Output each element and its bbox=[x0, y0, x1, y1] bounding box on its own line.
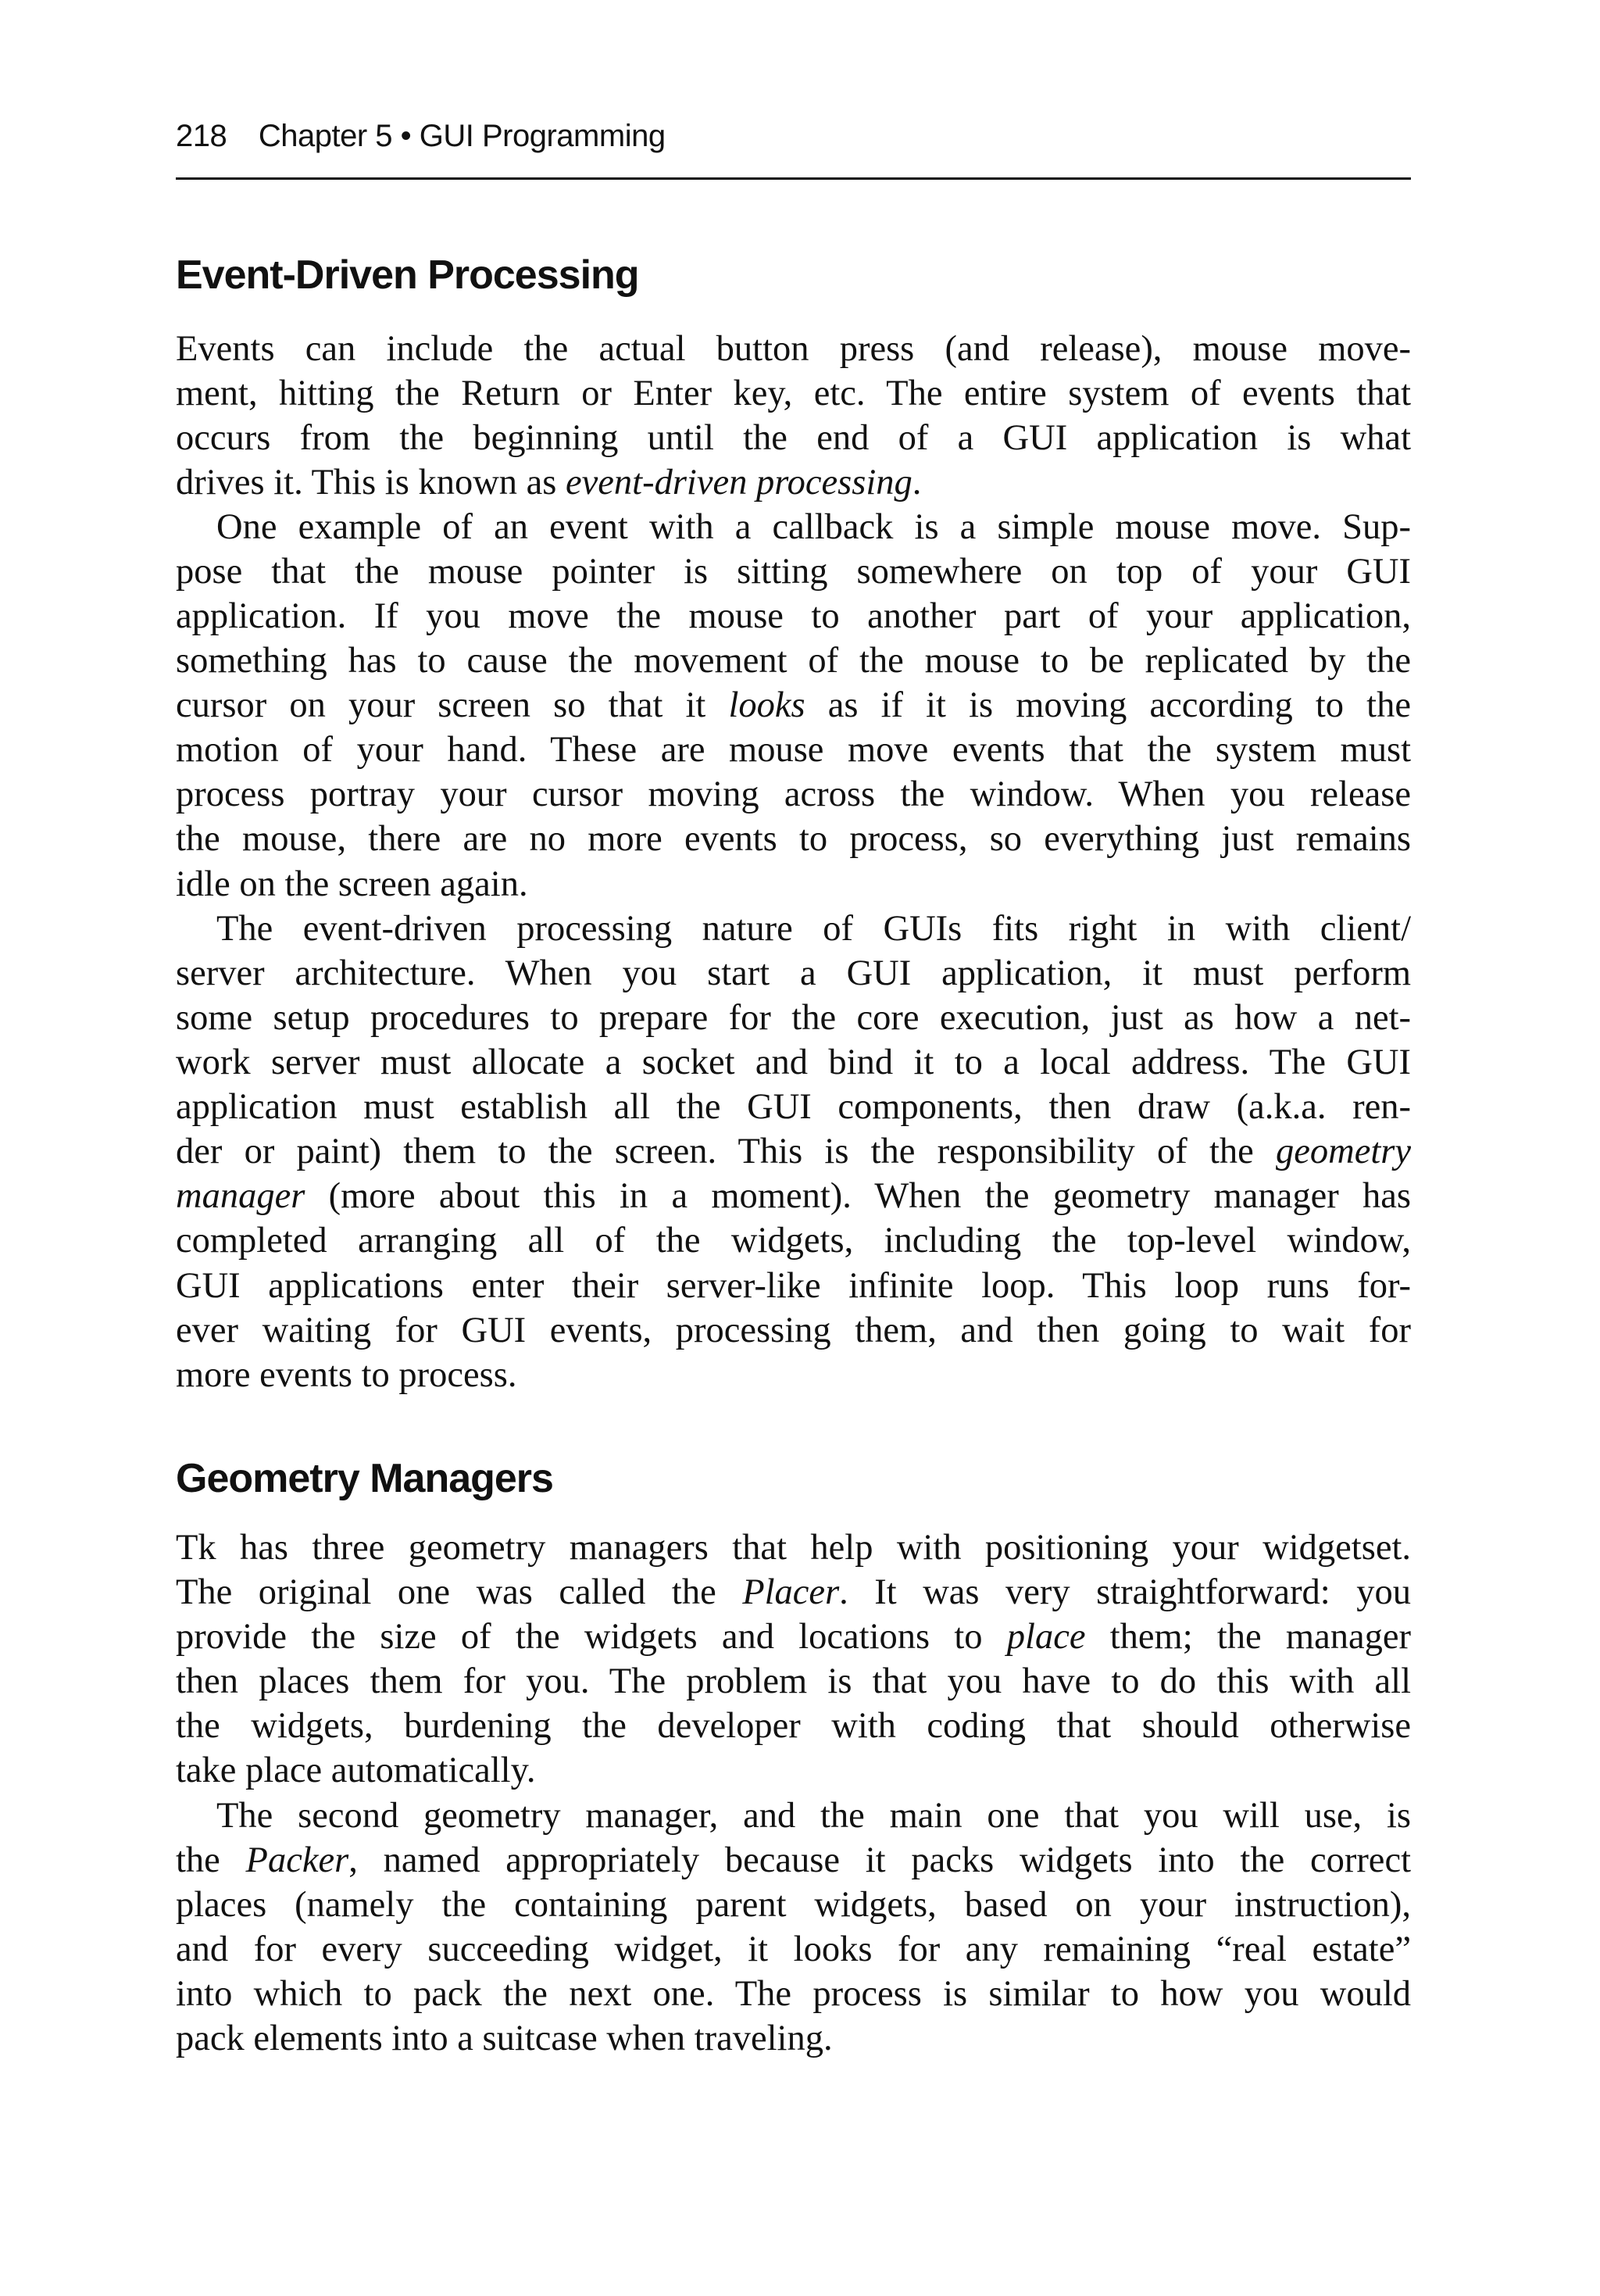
text-run: (more about this in a moment). When the geometry manager has bbox=[305, 1176, 1411, 1217]
text-run: them; the manager bbox=[1085, 1617, 1412, 1658]
section-heading-event-driven: Event-Driven Processing bbox=[176, 252, 639, 298]
text-line bbox=[176, 371, 1411, 416]
text-line bbox=[176, 1174, 1411, 1218]
text-run: Tk has three geometry managers that help with positioning your widgetset. bbox=[176, 1528, 1411, 1568]
text-line bbox=[176, 327, 1411, 371]
text-run: The original one was called the bbox=[176, 1572, 743, 1613]
text-line bbox=[176, 1883, 1411, 1927]
text-run: pack elements into a suitcase when traveling. bbox=[176, 2019, 833, 2059]
page-number: 218 bbox=[176, 119, 227, 153]
italic-term: place bbox=[1006, 1617, 1086, 1658]
text-line bbox=[176, 683, 1411, 728]
text-run: the bbox=[176, 1840, 246, 1881]
text-line bbox=[176, 1218, 1411, 1263]
text-line bbox=[176, 1972, 1411, 2016]
text-line bbox=[176, 862, 1411, 907]
paragraph bbox=[176, 505, 1411, 907]
text-run: application. If you move the mouse to another part of your application, bbox=[176, 596, 1411, 637]
text-line bbox=[176, 817, 1411, 861]
text-line bbox=[176, 1838, 1411, 1883]
text-run: provide the size of the widgets and locations to bbox=[176, 1617, 1007, 1658]
text-run: The event-driven processing nature of GUIs fits right in with client/ bbox=[216, 909, 1411, 949]
text-line bbox=[176, 594, 1411, 638]
text-line bbox=[176, 1085, 1411, 1129]
text-line bbox=[176, 1927, 1411, 1972]
text-line bbox=[176, 772, 1411, 817]
text-line bbox=[176, 2016, 1411, 2061]
text-run: motion of your hand. These are mouse move events that the system must bbox=[176, 730, 1411, 771]
italic-term: Placer bbox=[742, 1572, 840, 1613]
text-line bbox=[176, 505, 1411, 549]
text-run: work server must allocate a socket and bind it to a local address. The GUI bbox=[176, 1042, 1411, 1083]
text-run: into which to pack the next one. The process is similar to how you would bbox=[176, 1974, 1411, 2015]
text-line bbox=[176, 728, 1411, 772]
text-run: the mouse, there are no more events to process, so everything just remains bbox=[176, 819, 1411, 860]
text-line bbox=[176, 549, 1411, 594]
text-run: One example of an event with a callback is a simple mouse move. Sup- bbox=[216, 507, 1411, 547]
text-line bbox=[176, 1129, 1411, 1174]
text-run: . It was very straightforward: you bbox=[839, 1572, 1411, 1613]
italic-term: geometry bbox=[1275, 1132, 1411, 1172]
text-run: completed arranging all of the widgets, including the top-level window, bbox=[176, 1221, 1411, 1261]
text-run: process portray your cursor moving across the window. When you release bbox=[176, 774, 1411, 815]
chapter-title: Chapter 5 • GUI Programming bbox=[258, 119, 666, 153]
text-run: take place automatically. bbox=[176, 1751, 536, 1791]
italic-term: looks bbox=[728, 685, 805, 726]
text-run: der or paint) them to the screen. This is the responsibility of the bbox=[176, 1132, 1276, 1172]
text-run: application must establish all the GUI components, then draw (a.k.a. ren- bbox=[176, 1087, 1411, 1128]
text-run: as if it is moving according to the bbox=[805, 685, 1411, 726]
paragraph bbox=[176, 907, 1411, 1397]
paragraph bbox=[176, 1525, 1411, 1793]
text-run: the widgets, burdening the developer with coding that should otherwise bbox=[176, 1706, 1411, 1747]
text-line bbox=[176, 951, 1411, 996]
text-line bbox=[176, 460, 1411, 505]
section-heading-geometry-managers: Geometry Managers bbox=[176, 1456, 553, 1501]
paragraph bbox=[176, 327, 1411, 505]
text-line bbox=[176, 1748, 1411, 1793]
running-header bbox=[176, 119, 666, 154]
text-run: , named appropriately because it packs widgets into the correct bbox=[348, 1840, 1412, 1881]
text-line bbox=[176, 1570, 1411, 1615]
italic-term: event-driven processing bbox=[566, 463, 912, 503]
text-run: then places them for you. The problem is that you have to do this with all bbox=[176, 1661, 1411, 1702]
text-run: ever waiting for GUI events, processing them, and then going to wait for bbox=[176, 1310, 1411, 1350]
paragraph bbox=[176, 1794, 1411, 2061]
text-line bbox=[176, 416, 1411, 460]
text-run: GUI applications enter their server-like infinite loop. This loop runs for- bbox=[176, 1265, 1411, 1306]
text-line bbox=[176, 1308, 1411, 1353]
text-run: The second geometry manager, and the main one that you will use, is bbox=[216, 1796, 1411, 1836]
text-line bbox=[176, 1615, 1411, 1659]
header-rule bbox=[176, 177, 1411, 180]
text-run: places (namely the containing parent widgets, based on your instruction), bbox=[176, 1885, 1411, 1926]
text-run: pose that the mouse pointer is sitting somewhere on top of your GUI bbox=[176, 552, 1411, 592]
italic-term: Packer bbox=[245, 1840, 349, 1881]
text-run: some setup procedures to prepare for the core execution, just as how a net- bbox=[176, 998, 1411, 1039]
text-line bbox=[176, 1525, 1411, 1570]
text-line bbox=[176, 1794, 1411, 1838]
text-run: more events to process. bbox=[176, 1354, 517, 1395]
text-line bbox=[176, 1353, 1411, 1397]
text-line bbox=[176, 638, 1411, 683]
text-run: Events can include the actual button press (and release), mouse move- bbox=[176, 329, 1411, 369]
text-run: idle on the screen again. bbox=[176, 864, 528, 904]
text-run: drives it. This is known as bbox=[176, 463, 566, 503]
text-run: server architecture. When you start a GUI application, it must perform bbox=[176, 953, 1411, 994]
text-run: and for every succeeding widget, it looks for any remaining “real estate” bbox=[176, 1929, 1411, 1970]
italic-term: manager bbox=[176, 1176, 305, 1217]
text-run: occurs from the beginning until the end of a GUI application is what bbox=[176, 418, 1411, 459]
text-line bbox=[176, 1704, 1411, 1748]
text-line bbox=[176, 1659, 1411, 1704]
text-run: . bbox=[912, 463, 922, 503]
text-line bbox=[176, 907, 1411, 951]
text-run: something has to cause the movement of the mouse to be replicated by the bbox=[176, 641, 1411, 681]
text-run: ment, hitting the Return or Enter key, etc. The entire system of events that bbox=[176, 374, 1411, 414]
text-line bbox=[176, 1264, 1411, 1308]
text-run: cursor on your screen so that it bbox=[176, 685, 729, 726]
text-line bbox=[176, 1040, 1411, 1085]
text-line bbox=[176, 996, 1411, 1040]
